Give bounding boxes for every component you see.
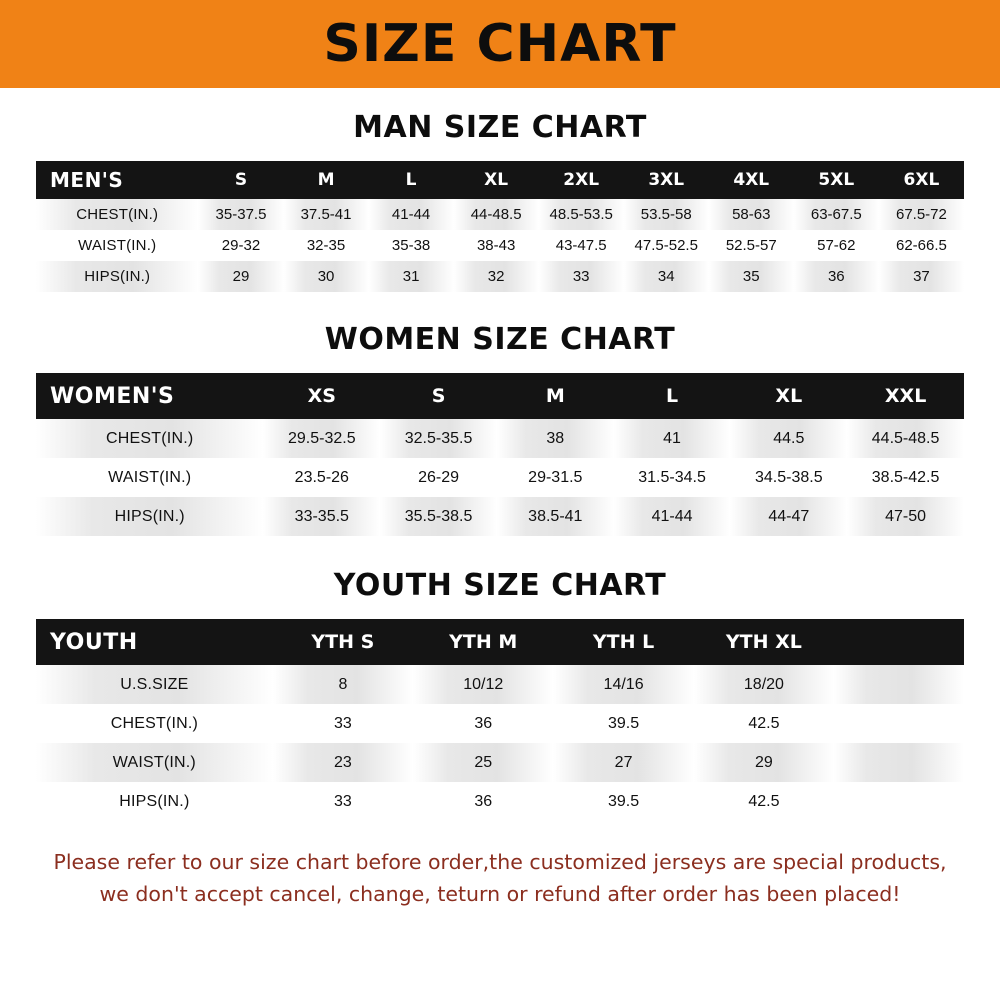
women-col-2: M (497, 373, 614, 419)
men-r2-c2: 31 (369, 261, 454, 292)
table-header-row (36, 619, 964, 665)
page-title: SIZE CHART (323, 14, 677, 74)
youth-r2-c2: 27 (553, 743, 693, 782)
men-col-3: XL (454, 161, 539, 199)
women-row-2-label: HIPS(IN.) (36, 497, 263, 536)
men-r2-c7: 36 (794, 261, 879, 292)
men-r0-c0: 35-37.5 (198, 199, 283, 230)
youth-row-0-label: U.S.SIZE (36, 665, 273, 704)
women-r1-c0: 23.5-26 (263, 458, 380, 497)
table-row (36, 419, 964, 458)
youth-r1-c1: 36 (413, 704, 553, 743)
men-r0-c8: 67.5-72 (879, 199, 964, 230)
header-banner (0, 0, 1000, 88)
men-r1-c3: 38-43 (454, 230, 539, 261)
women-r0-c3: 41 (614, 419, 731, 458)
youth-r0-c3: 18/20 (694, 665, 834, 704)
women-row-1-label: WAIST(IN.) (36, 458, 263, 497)
footer-note-line-2: we don't accept cancel, change, teturn or refund after order has been placed! (99, 881, 901, 906)
youth-col-2: YTH L (553, 619, 693, 665)
men-r1-c4: 43-47.5 (539, 230, 624, 261)
women-r0-c5: 44.5-48.5 (847, 419, 964, 458)
youth-r3-c2: 39.5 (553, 782, 693, 821)
men-r0-c7: 63-67.5 (794, 199, 879, 230)
men-row-0-label: CHEST(IN.) (36, 199, 198, 230)
youth-r1-c3: 42.5 (694, 704, 834, 743)
men-r2-c3: 32 (454, 261, 539, 292)
men-r0-c4: 48.5-53.5 (539, 199, 624, 230)
men-r0-c5: 53.5-58 (624, 199, 709, 230)
footer-note-line-1: Please refer to our size chart before order,the customized jerseys are special products, (53, 850, 947, 874)
section-youth (0, 568, 1000, 821)
youth-r3-c3: 42.5 (694, 782, 834, 821)
men-col-8: 6XL (879, 161, 964, 199)
women-r1-c5: 38.5-42.5 (847, 458, 964, 497)
men-row-2-label: HIPS(IN.) (36, 261, 198, 292)
section-title-women: WOMEN SIZE CHART (324, 322, 676, 357)
men-r0-c2: 41-44 (369, 199, 454, 230)
women-r1-c3: 31.5-34.5 (614, 458, 731, 497)
men-col-1: M (284, 161, 369, 199)
men-col-7: 5XL (794, 161, 879, 199)
women-col-5: XXL (847, 373, 964, 419)
men-size-table (36, 161, 964, 292)
youth-r3-spacer (834, 782, 964, 821)
women-r2-c3: 41-44 (614, 497, 731, 536)
women-r2-c5: 47-50 (847, 497, 964, 536)
women-col-4: XL (730, 373, 847, 419)
men-col-0: S (198, 161, 283, 199)
youth-col-3: YTH XL (694, 619, 834, 665)
men-r0-c3: 44-48.5 (454, 199, 539, 230)
men-r1-c2: 35-38 (369, 230, 454, 261)
table-header-row (36, 161, 964, 199)
table-row (36, 665, 964, 704)
men-col-4: 2XL (539, 161, 624, 199)
women-r1-c2: 29-31.5 (497, 458, 614, 497)
women-r2-c1: 35.5-38.5 (380, 497, 497, 536)
men-r1-c8: 62-66.5 (879, 230, 964, 261)
youth-r3-c0: 33 (273, 782, 413, 821)
women-col-3: L (614, 373, 731, 419)
men-r0-c6: 58-63 (709, 199, 794, 230)
men-r2-c8: 37 (879, 261, 964, 292)
men-col-5: 3XL (624, 161, 709, 199)
men-r1-c7: 57-62 (794, 230, 879, 261)
women-r0-c0: 29.5-32.5 (263, 419, 380, 458)
section-man (0, 110, 1000, 292)
men-col-2: L (369, 161, 454, 199)
youth-size-table (36, 619, 964, 821)
youth-row-2-label: WAIST(IN.) (36, 743, 273, 782)
youth-r0-c1: 10/12 (413, 665, 553, 704)
men-col-6: 4XL (709, 161, 794, 199)
table-row (36, 497, 964, 536)
women-corner-label: WOMEN'S (36, 373, 263, 419)
youth-r0-c0: 8 (273, 665, 413, 704)
section-title-youth: YOUTH SIZE CHART (333, 568, 667, 603)
youth-r3-c1: 36 (413, 782, 553, 821)
youth-r1-c0: 33 (273, 704, 413, 743)
women-r1-c1: 26-29 (380, 458, 497, 497)
women-col-0: XS (263, 373, 380, 419)
table-row (36, 782, 964, 821)
men-r2-c6: 35 (709, 261, 794, 292)
youth-r2-c1: 25 (413, 743, 553, 782)
youth-col-1: YTH M (413, 619, 553, 665)
women-r2-c2: 38.5-41 (497, 497, 614, 536)
men-r2-c1: 30 (284, 261, 369, 292)
men-r0-c1: 37.5-41 (284, 199, 369, 230)
men-r2-c5: 34 (624, 261, 709, 292)
men-r1-c6: 52.5-57 (709, 230, 794, 261)
women-row-0-label: CHEST(IN.) (36, 419, 263, 458)
section-women (0, 322, 1000, 536)
youth-r1-spacer (834, 704, 964, 743)
men-r2-c0: 29 (198, 261, 283, 292)
youth-r0-spacer (834, 665, 964, 704)
table-row (36, 458, 964, 497)
youth-r2-spacer (834, 743, 964, 782)
table-row (36, 743, 964, 782)
youth-r2-c0: 23 (273, 743, 413, 782)
men-row-1-label: WAIST(IN.) (36, 230, 198, 261)
table-row (36, 261, 964, 292)
men-r1-c0: 29-32 (198, 230, 283, 261)
men-r2-c4: 33 (539, 261, 624, 292)
youth-col-0: YTH S (273, 619, 413, 665)
table-row (36, 704, 964, 743)
women-r0-c1: 32.5-35.5 (380, 419, 497, 458)
table-row (36, 199, 964, 230)
women-size-table (36, 373, 964, 536)
table-header-row (36, 373, 964, 419)
youth-row-3-label: HIPS(IN.) (36, 782, 273, 821)
men-corner-label: MEN'S (36, 161, 198, 199)
youth-col-spacer (834, 619, 964, 665)
women-r0-c2: 38 (497, 419, 614, 458)
men-r1-c5: 47.5-52.5 (624, 230, 709, 261)
youth-row-1-label: CHEST(IN.) (36, 704, 273, 743)
table-row (36, 230, 964, 261)
women-col-1: S (380, 373, 497, 419)
women-r2-c4: 44-47 (730, 497, 847, 536)
youth-r2-c3: 29 (694, 743, 834, 782)
section-title-man: MAN SIZE CHART (353, 110, 647, 145)
youth-r1-c2: 39.5 (553, 704, 693, 743)
women-r1-c4: 34.5-38.5 (730, 458, 847, 497)
women-r2-c0: 33-35.5 (263, 497, 380, 536)
youth-r0-c2: 14/16 (553, 665, 693, 704)
men-r1-c1: 32-35 (284, 230, 369, 261)
footer-note (0, 847, 1000, 911)
youth-corner-label: YOUTH (36, 619, 273, 665)
women-r0-c4: 44.5 (730, 419, 847, 458)
